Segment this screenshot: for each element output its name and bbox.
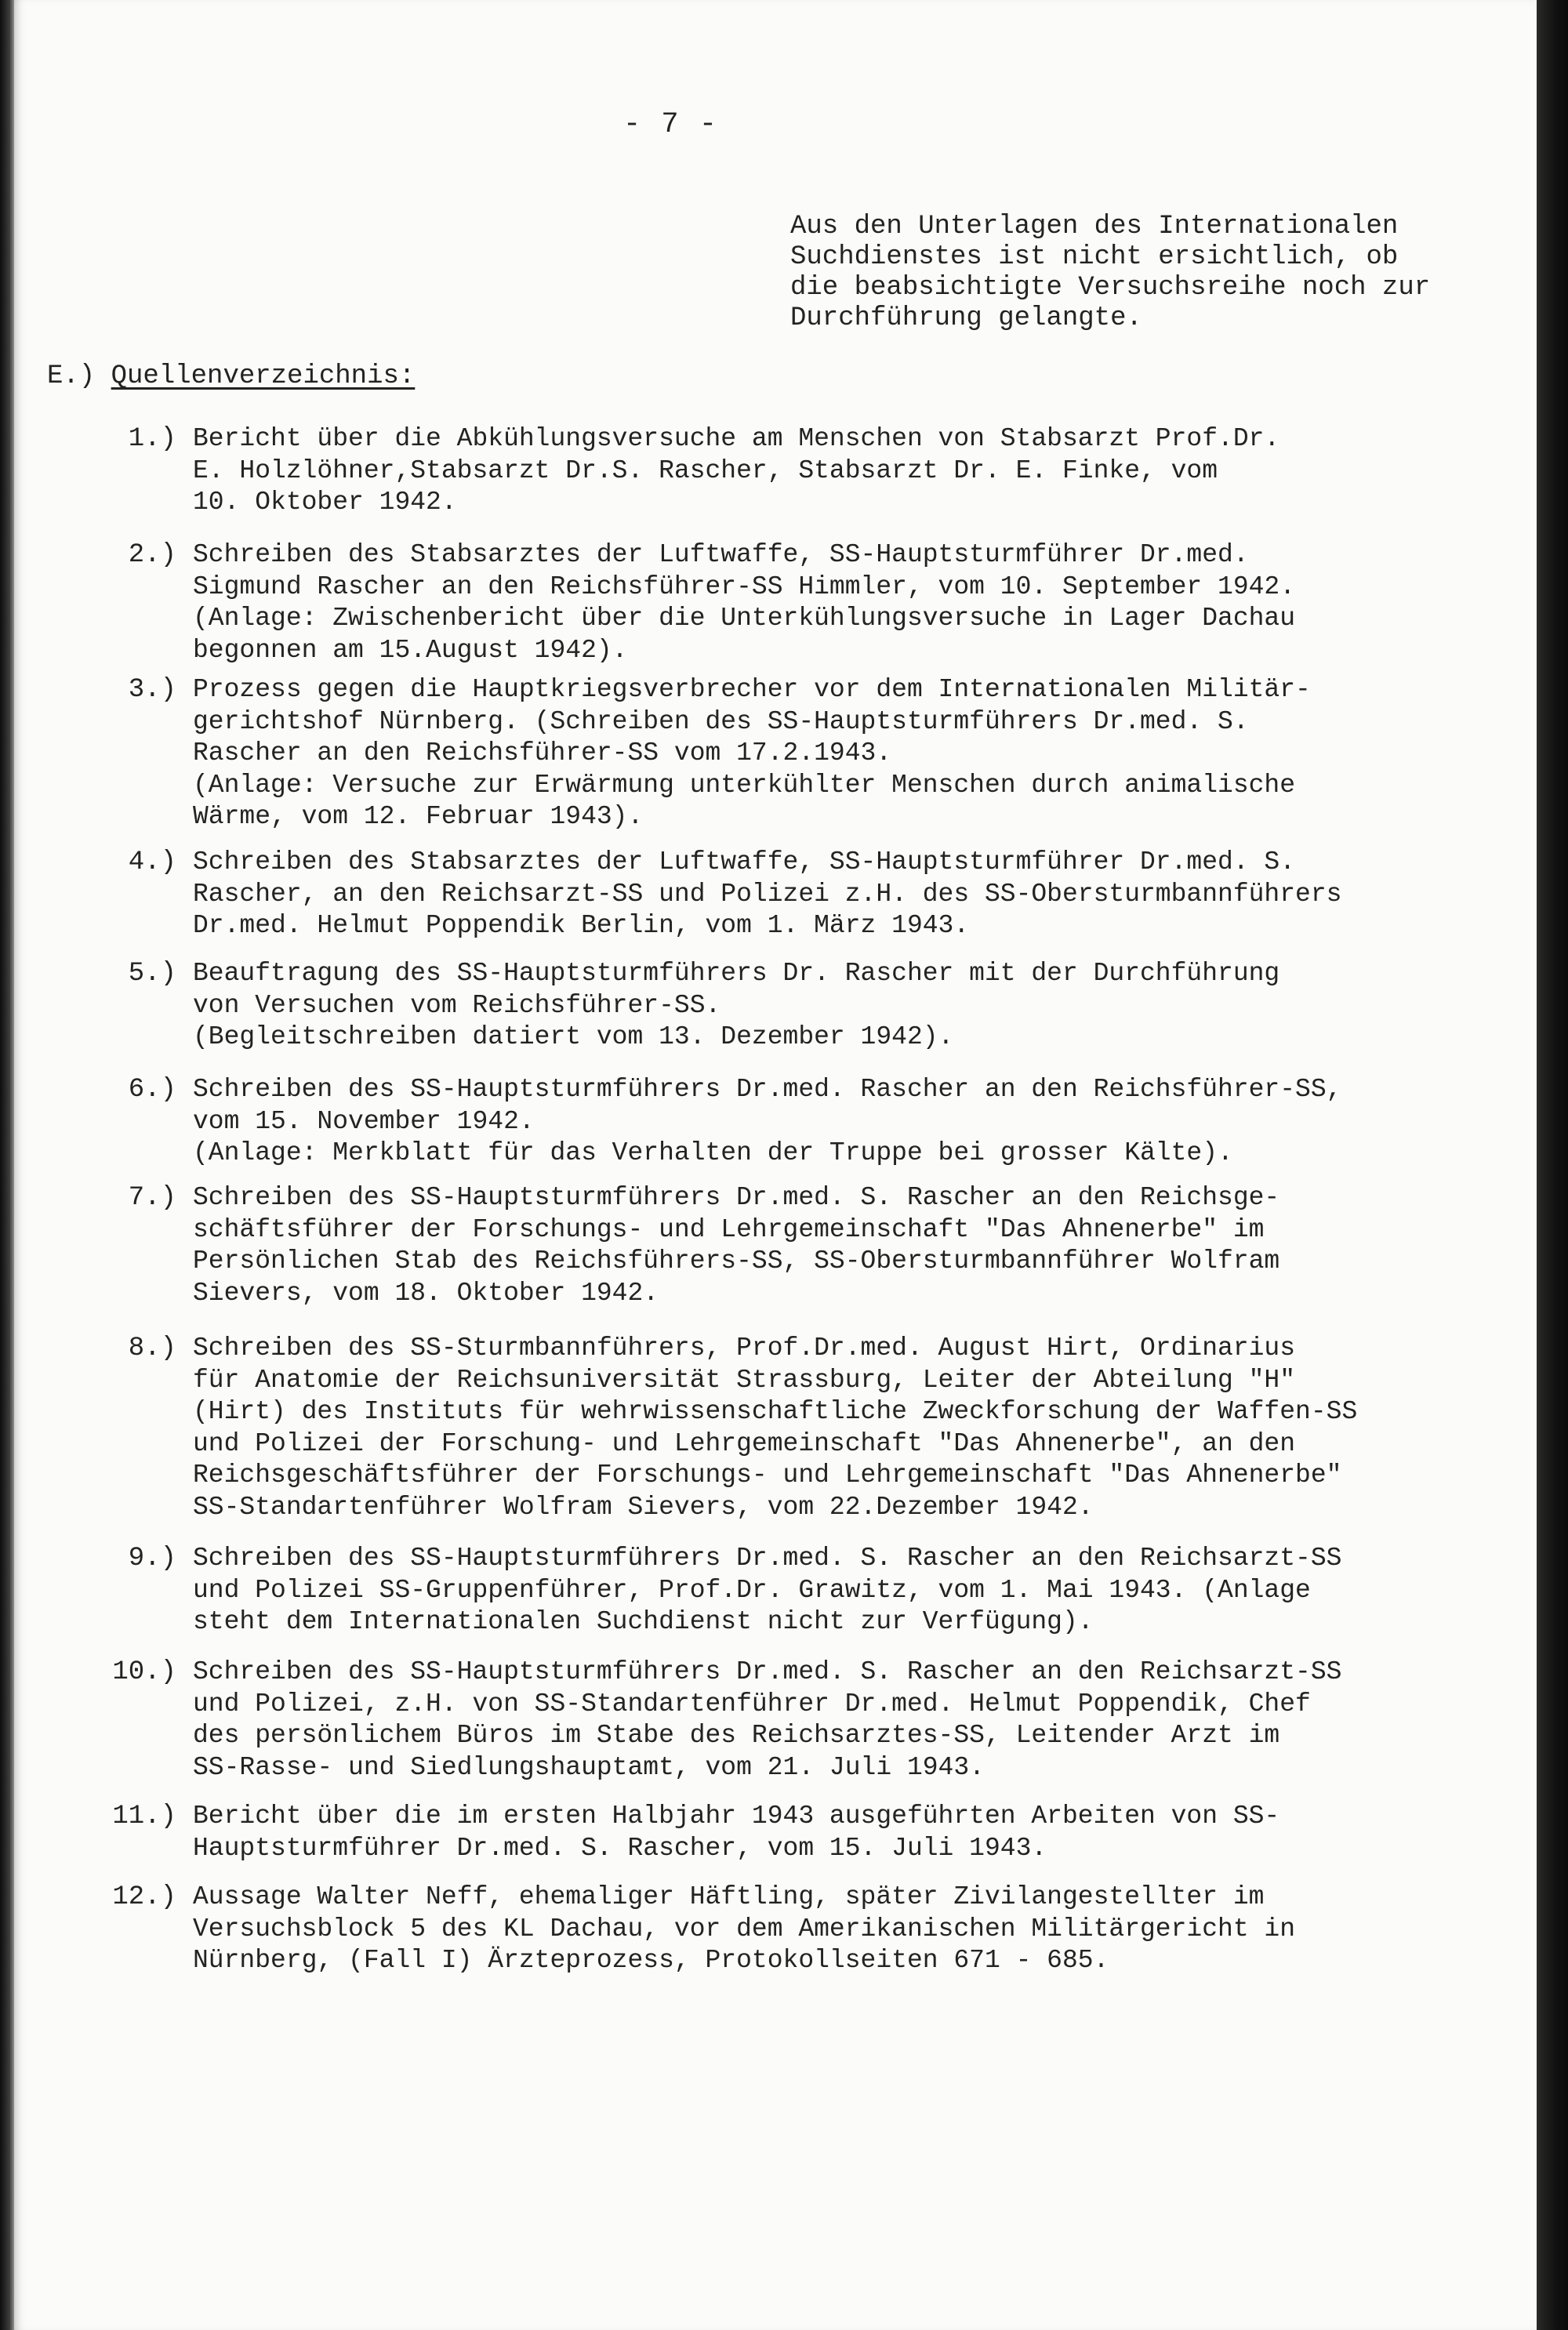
entry-number: 9.) <box>128 1544 176 1573</box>
entry-text: Schreiben des Stabsarztes der Luftwaffe, SS-Hauptsturmführer Dr.med. S. Rascher, an den Reichsarzt-SS und Polizei z.H. des SS-Obersturmbannführers Dr.med. Helmut Poppendik Berlin, vom 1. März 1943. <box>193 847 1342 940</box>
entry-number: 3.) <box>128 675 176 705</box>
entry-number: 10.) <box>112 1657 176 1687</box>
entry-text: Aussage Walter Neff, ehemaliger Häftling, später Zivilangestellter im Versuchsblock 5 des KL Dachau, vor dem Amerikanischen Militärgericht in Nürnberg, (Fall I) Ärzteprozess, Protokollseiten 671 - 685. <box>193 1882 1296 1975</box>
entry-number: 11.) <box>112 1802 176 1831</box>
entry-number: 5.) <box>128 959 176 989</box>
entry-text: Schreiben des SS-Hauptsturmführers Dr.med. S. Rascher an den Reichsge- schäftsführer der Forschungs- und Lehrgemeinschaft "Das Ahnenerbe" im Persönlichen Stab des Reichsführers-SS, SS-Obersturmbannführer Wolfram Sievers, vom 18. Oktober 1942. <box>193 1183 1280 1308</box>
entry-number: 4.) <box>128 847 176 877</box>
entry-number: 6.) <box>128 1075 176 1105</box>
section-title: Quellenverzeichnis: <box>111 361 416 391</box>
entry-text: Beauftragung des SS-Hauptsturmführers Dr. Rascher mit der Durchführung von Versuchen vom Reichsführer-SS. (Begleitschreiben datiert vom 13. Dezember 1942). <box>193 959 1280 1051</box>
entry-text: Schreiben des SS-Hauptsturmführers Dr.med. Rascher an den Reichsführer-SS, vom 15. November 1942. (Anlage: Merkblatt für das Verhalten der Truppe bei grosser Kälte). <box>193 1075 1342 1167</box>
page-number: - 7 - <box>623 108 719 141</box>
entry-text: Prozess gegen die Hauptkriegsverbrecher vor dem Internationalen Militär- gerichtshof Nürnberg. (Schreiben des SS-Hauptsturmführers Dr.med. S. Rascher an den Reichsführer-SS vom 17.2.1943. (Anlage: Versuche zur Erwärmung unterkühlter Menschen durch animalische Wärme, vom 12. Februar 1943). <box>193 675 1311 831</box>
entry-number: 2.) <box>128 540 176 570</box>
entry-text: Bericht über die im ersten Halbjahr 1943 ausgeführten Arbeiten von SS- Hauptsturmführer Dr.med. S. Rascher, vom 15. Juli 1943. <box>193 1802 1280 1863</box>
entry-number: 1.) <box>128 424 176 454</box>
section-marker: E.) <box>47 361 96 391</box>
entry-text: Schreiben des SS-Hauptsturmführers Dr.med. S. Rascher an den Reichsarzt-SS und Polizei, z.H. von SS-Standartenführer Dr.med. Helmut Poppendik, Chef des persönlichem Büros im Stabe des Reichsarztes-SS, Leitender Arzt im SS-Rasse- und Siedlungshauptamt, vom 21. Juli 1943. <box>193 1657 1342 1782</box>
entry-number: 7.) <box>128 1183 176 1213</box>
entry-text: Bericht über die Abkühlungsversuche am Menschen von Stabsarzt Prof.Dr. E. Holzlöhner,Stabsarzt Dr.S. Rascher, Stabsarzt Dr. E. Finke, vom 10. Oktober 1942. <box>193 424 1280 517</box>
entry-text: Schreiben des SS-Sturmbannführers, Prof.Dr.med. August Hirt, Ordinarius für Anatomie der Reichsuniversität Strassburg, Leiter der Abteilung "H" (Hirt) des Instituts für wehrwissenschaftliche Zweckforschung der Waffen-SS und Polizei der Forschung- und Lehrgemeinschaft "Das Ahnenerbe", an den Reichsgeschäftsführer der Forschungs- und Lehrgemeinschaft "Das Ahnenerbe" SS-Standartenführer Wolfram Sievers, vom 22.Dezember 1942. <box>193 1334 1358 1522</box>
entry-text: Schreiben des Stabsarztes der Luftwaffe, SS-Hauptsturmführer Dr.med. Sigmund Rascher an den Reichsführer-SS Himmler, vom 10. September 1942. (Anlage: Zwischenbericht über die Unterkühlungsversuche in Lager Dachau begonnen am 15.August 1942). <box>193 540 1296 665</box>
entry-number: 8.) <box>128 1334 176 1363</box>
entry-number: 12.) <box>112 1882 176 1912</box>
archive-note: Aus den Unterlagen des Internationalen Suchdienstes ist nicht ersichtlich, ob die beabsichtigte Versuchsreihe noch zur Durchführung gelangte. <box>790 212 1431 333</box>
entry-text: Schreiben des SS-Hauptsturmführers Dr.med. S. Rascher an den Reichsarzt-SS und Polizei SS-Gruppenführer, Prof.Dr. Grawitz, vom 1. Mai 1943. (Anlage steht dem Internationalen Suchdienst nicht zur Verfügung). <box>193 1544 1342 1636</box>
